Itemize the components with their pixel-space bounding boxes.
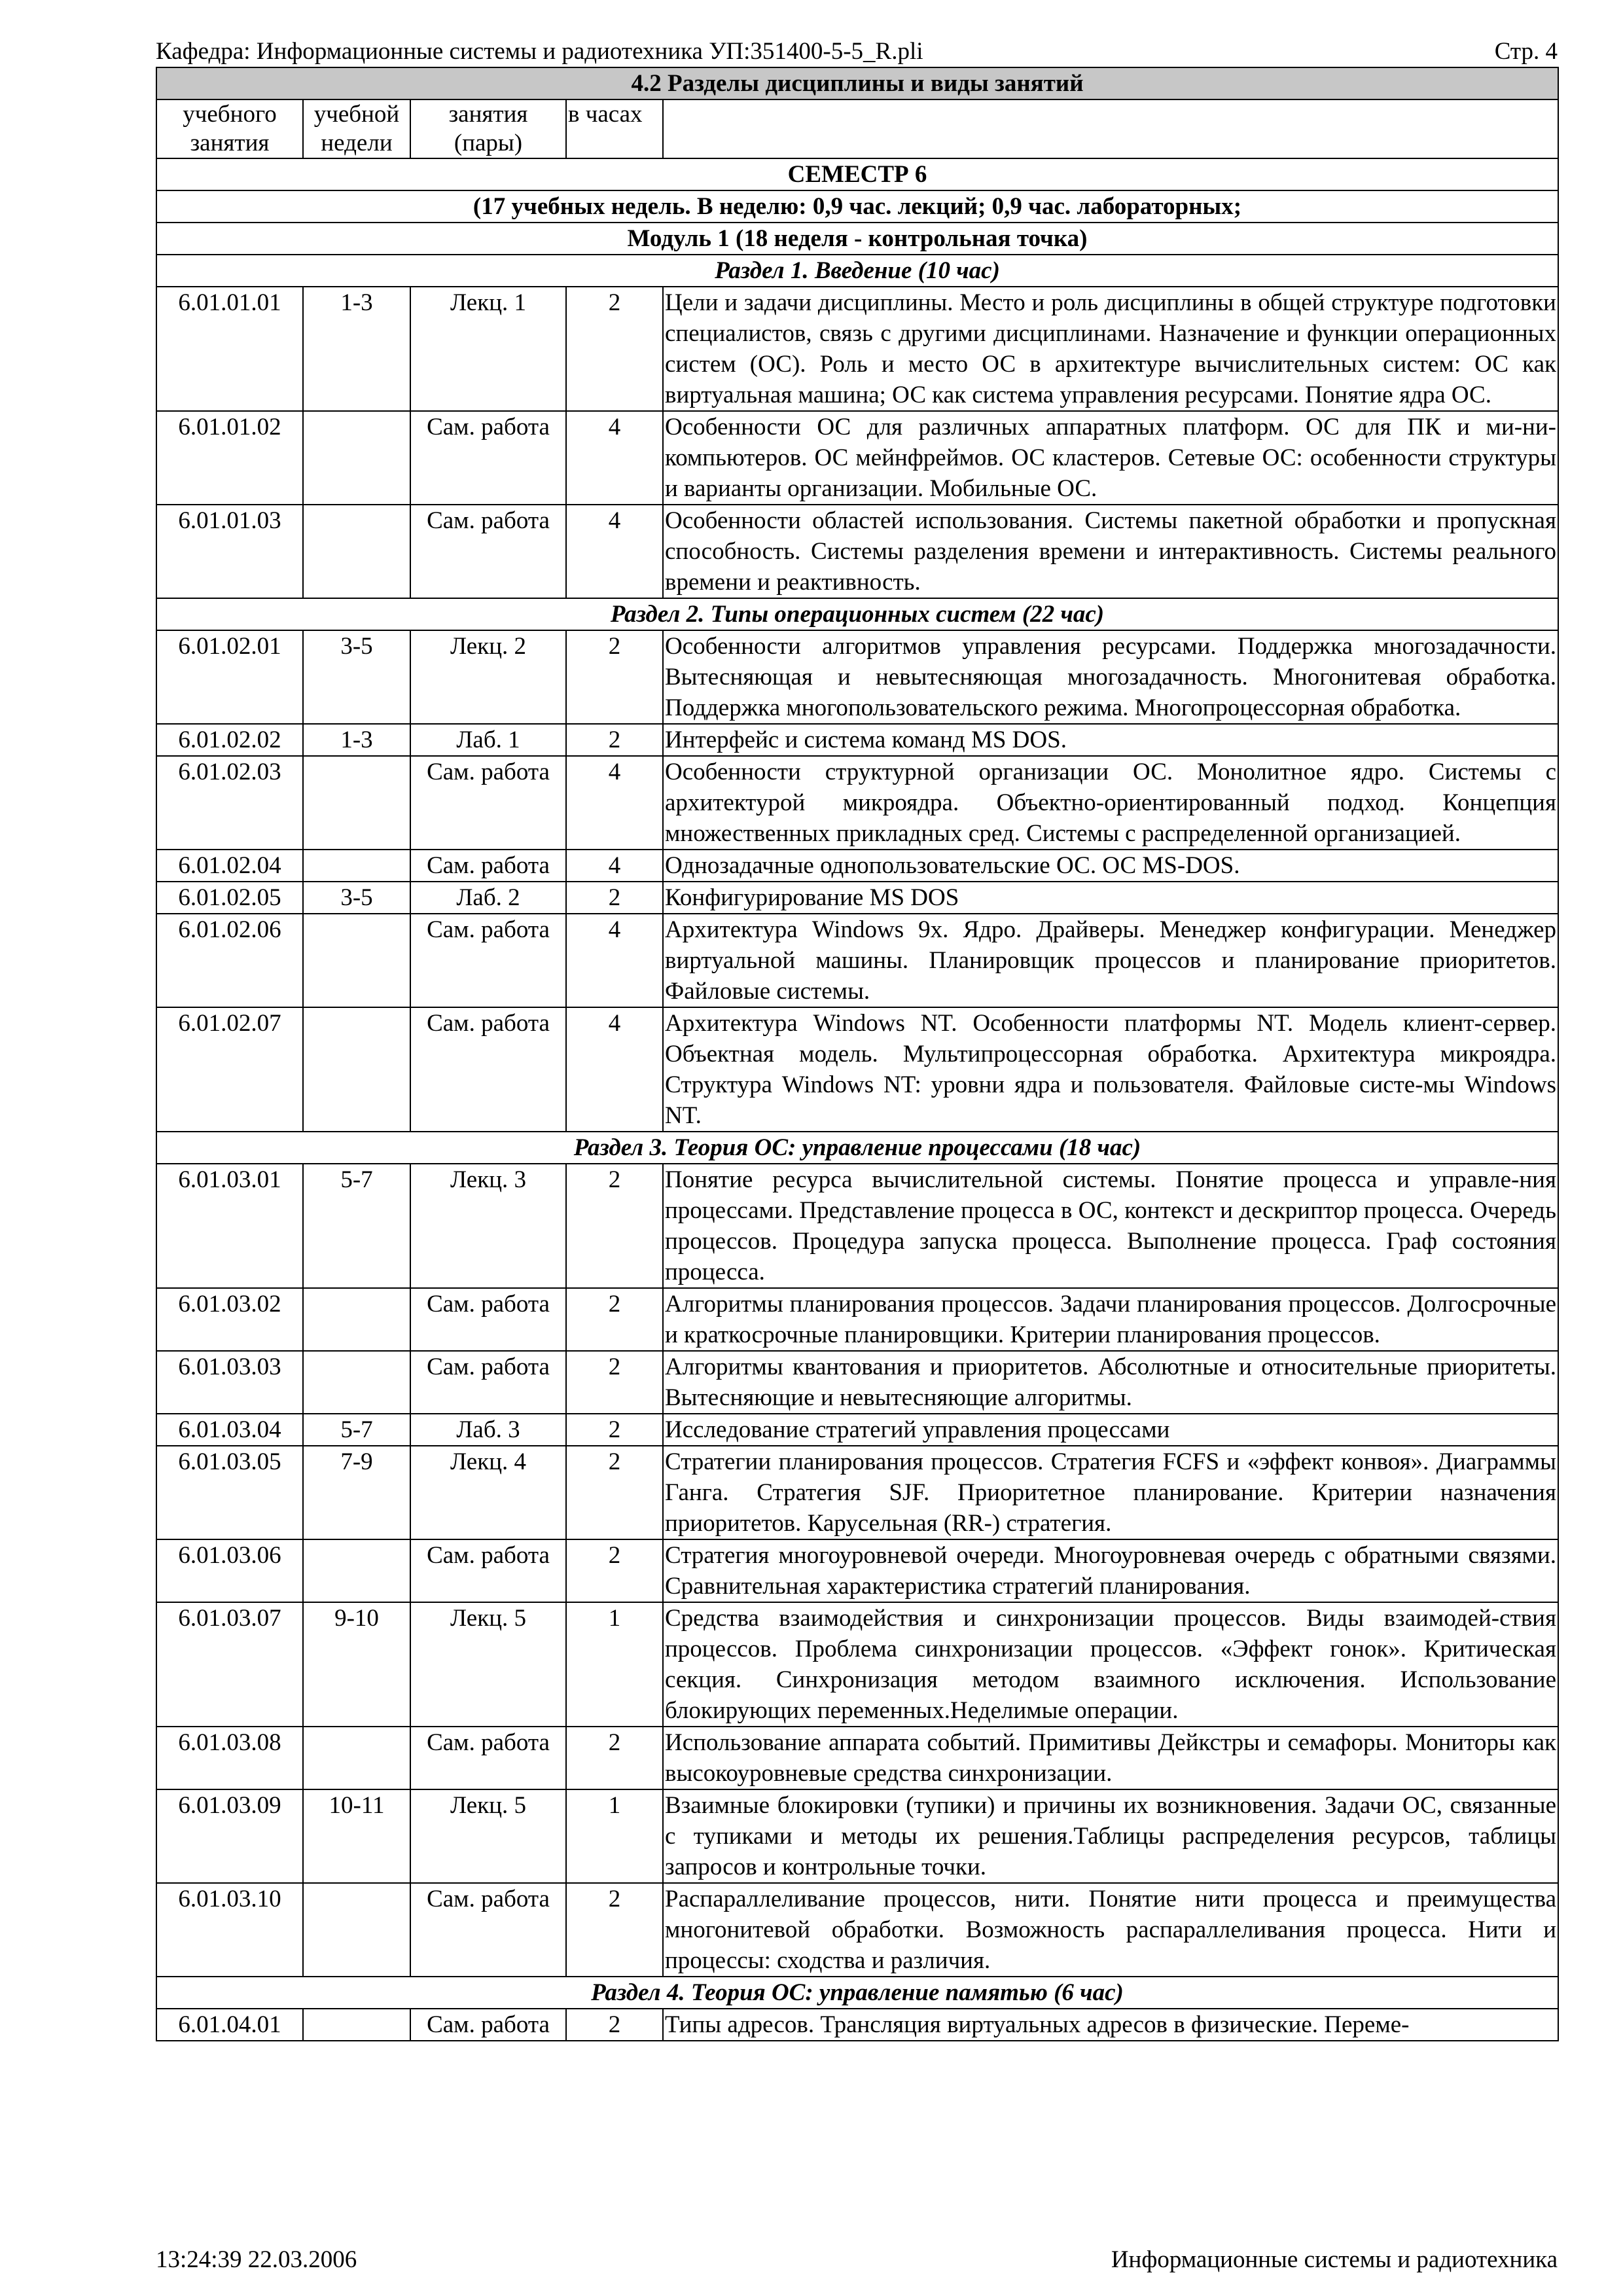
cell-kind: Сам. работа — [410, 411, 566, 505]
cell-code: 6.01.03.08 — [156, 1727, 303, 1789]
cell-code: 6.01.03.01 — [156, 1164, 303, 1288]
table-row — [156, 1789, 1558, 1883]
cell-week — [303, 756, 410, 850]
table-row — [156, 724, 1558, 756]
header-page-number: Стр. 4 — [1494, 38, 1558, 65]
cell-week: 5-7 — [303, 1164, 410, 1288]
cell-code: 6.01.02.06 — [156, 914, 303, 1007]
cell-code: 6.01.01.01 — [156, 287, 303, 411]
table-row — [156, 1351, 1558, 1414]
cell-hours: 1 — [566, 1789, 663, 1883]
cell-week: 5-7 — [303, 1414, 410, 1446]
cell-hours: 4 — [566, 1007, 663, 1132]
table-row — [156, 1414, 1558, 1446]
table-row — [156, 756, 1558, 850]
cell-desc: Однозадачные однопользовательские ОС. ОС MS-DOS. — [663, 850, 1558, 882]
cell-desc: Конфигурирование MS DOS — [663, 882, 1558, 914]
table-row — [156, 505, 1558, 598]
cell-code: 6.01.02.07 — [156, 1007, 303, 1132]
col-header-hours: в часах — [566, 99, 663, 158]
section-row — [156, 1977, 1558, 2009]
cell-week — [303, 1539, 410, 1602]
cell-hours: 2 — [566, 630, 663, 724]
cell-hours: 4 — [566, 756, 663, 850]
cell-week: 7-9 — [303, 1446, 410, 1539]
cell-desc: Взаимные блокировки (тупики) и причины их возникновения. Задачи ОС, связанные с тупиками и методы их решения.Таблицы распределения ресурсов, таблицы запросов и контрольные точки. — [663, 1789, 1558, 1883]
cell-desc: Использование аппарата событий. Примитивы Дейкстры и семафоры. Мониторы как высокоуровневые средства синхронизации. — [663, 1727, 1558, 1789]
table-row — [156, 914, 1558, 1007]
cell-kind: Лекц. 1 — [410, 287, 566, 411]
cell-kind: Лаб. 1 — [410, 724, 566, 756]
cell-hours: 2 — [566, 882, 663, 914]
cell-week — [303, 914, 410, 1007]
cell-kind: Сам. работа — [410, 914, 566, 1007]
cell-kind: Лекц. 2 — [410, 630, 566, 724]
cell-kind: Сам. работа — [410, 850, 566, 882]
section-title: Раздел 2. Типы операционных систем (22 час) — [156, 598, 1558, 630]
cell-week: 3-5 — [303, 630, 410, 724]
cell-kind: Лекц. 5 — [410, 1602, 566, 1727]
cell-kind: Сам. работа — [410, 1539, 566, 1602]
cell-week — [303, 850, 410, 882]
cell-desc: Особенности областей использования. Системы пакетной обработки и пропускная способность. Системы разделения времени и интерактивность. Системы реального времени и реактивность. — [663, 505, 1558, 598]
cell-code: 6.01.02.02 — [156, 724, 303, 756]
table-row — [156, 411, 1558, 505]
cell-code: 6.01.02.03 — [156, 756, 303, 850]
cell-hours: 2 — [566, 1351, 663, 1414]
cell-week — [303, 1727, 410, 1789]
table-title-row — [156, 67, 1558, 99]
table-row — [156, 1602, 1558, 1727]
header-department: Кафедра: Информационные системы и радиотехника УП:351400-5-5_R.pli — [156, 38, 923, 65]
cell-hours: 4 — [566, 850, 663, 882]
cell-hours: 4 — [566, 411, 663, 505]
col-header-week: учебной недели — [303, 99, 410, 158]
cell-hours: 2 — [566, 287, 663, 411]
cell-week: 1-3 — [303, 287, 410, 411]
table-row — [156, 1164, 1558, 1288]
section-row — [156, 598, 1558, 630]
cell-desc: Стратегия многоуровневой очереди. Многоуровневая очередь с обратными связями. Сравнительная характеристика стратегий планирования. — [663, 1539, 1558, 1602]
curriculum-table — [156, 67, 1559, 2041]
table-row — [156, 882, 1558, 914]
cell-hours: 2 — [566, 1883, 663, 1977]
cell-desc: Особенности алгоритмов управления ресурсами. Поддержка многозадачности. Вытесняющая и невытесняющая многозадачность. Многонитевая обработка. Поддержка многопользовательского режима. Многопроцессорная обработка. — [663, 630, 1558, 724]
section-row — [156, 1132, 1558, 1164]
cell-kind: Сам. работа — [410, 756, 566, 850]
cell-week: 3-5 — [303, 882, 410, 914]
cell-code: 6.01.02.04 — [156, 850, 303, 882]
footer-timestamp: 13:24:39 22.03.2006 — [156, 2246, 357, 2273]
cell-hours: 2 — [566, 1164, 663, 1288]
cell-hours: 2 — [566, 2009, 663, 2041]
cell-code: 6.01.02.05 — [156, 882, 303, 914]
cell-week — [303, 1007, 410, 1132]
col-header-content — [663, 99, 1558, 158]
cell-kind: Сам. работа — [410, 505, 566, 598]
cell-kind: Лаб. 2 — [410, 882, 566, 914]
semester-row — [156, 158, 1558, 190]
cell-week — [303, 1288, 410, 1351]
cell-code: 6.01.04.01 — [156, 2009, 303, 2041]
col-header-lesson: учебного занятия — [156, 99, 303, 158]
cell-desc: Архитектура Windows 9x. Ядро. Драйверы. Менеджер конфигурации. Менеджер виртуальной машины. Планировщик процессов и планирование приоритетов. Файловые системы. — [663, 914, 1558, 1007]
module-title: Модуль 1 (18 неделя - контрольная точка) — [156, 223, 1558, 255]
cell-hours: 2 — [566, 1446, 663, 1539]
module-row — [156, 223, 1558, 255]
cell-desc: Типы адресов. Трансляция виртуальных адресов в физические. Переме- — [663, 2009, 1558, 2041]
page-footer — [156, 2244, 1558, 2276]
semester-title: СЕМЕСТР 6 — [156, 158, 1558, 190]
cell-desc: Архитектура Windows NT. Особенности платформы NT. Модель клиент-сервер. Объектная модель. Мультипроцессорная обработка. Архитектура микроядра. Структура Windows NT: уровни ядра и пользователя. Файловые систе-мы Windows NT. — [663, 1007, 1558, 1132]
cell-code: 6.01.03.10 — [156, 1883, 303, 1977]
cell-kind: Лекц. 5 — [410, 1789, 566, 1883]
cell-hours: 2 — [566, 1288, 663, 1351]
cell-code: 6.01.03.06 — [156, 1539, 303, 1602]
cell-week — [303, 411, 410, 505]
table-row — [156, 1883, 1558, 1977]
cell-code: 6.01.02.01 — [156, 630, 303, 724]
table-row — [156, 630, 1558, 724]
cell-code: 6.01.01.02 — [156, 411, 303, 505]
column-header-row — [156, 99, 1558, 158]
cell-code: 6.01.03.02 — [156, 1288, 303, 1351]
table-row — [156, 1007, 1558, 1132]
cell-week: 9-10 — [303, 1602, 410, 1727]
table-row — [156, 1288, 1558, 1351]
cell-desc: Стратегии планирования процессов. Стратегия FCFS и «эффект конвоя». Диаграммы Ганга. Стратегия SJF. Приоритетное планирование. Критерии назначения приоритетов. Карусельная (RR-) стратегия. — [663, 1446, 1558, 1539]
table-row — [156, 1727, 1558, 1789]
cell-week — [303, 505, 410, 598]
cell-desc: Особенности ОС для различных аппаратных платформ. ОС для ПК и ми-ни-компьютеров. ОС мейнфреймов. ОС кластеров. Сетевые ОС: особенности структуры и варианты организации. Мобильные ОС. — [663, 411, 1558, 505]
cell-code: 6.01.03.07 — [156, 1602, 303, 1727]
table-row — [156, 1539, 1558, 1602]
cell-week — [303, 1351, 410, 1414]
section-title: Раздел 3. Теория ОС: управление процессами (18 час) — [156, 1132, 1558, 1164]
cell-code: 6.01.03.04 — [156, 1414, 303, 1446]
cell-desc: Понятие ресурса вычислительной системы. Понятие процесса и управле-ния процессами. Представление процесса в ОС, контекст и дескриптор процесса. Очередь процессов. Процедура запуска процесса. Выполнение процесса. Граф состояния процесса. — [663, 1164, 1558, 1288]
cell-hours: 2 — [566, 724, 663, 756]
cell-desc: Особенности структурной организации ОС. Монолитное ядро. Системы с архитектурой микроядра. Объектно-ориентированный подход. Концепция множественных прикладных сред. Системы с распределенной организацией. — [663, 756, 1558, 850]
cell-desc: Распараллеливание процессов, нити. Понятие нити процесса и преимущества многонитевой обработки. Возможность распараллеливания процесса. Нити и процессы: сходства и различия. — [663, 1883, 1558, 1977]
cell-code: 6.01.01.03 — [156, 505, 303, 598]
cell-desc: Цели и задачи дисциплины. Место и роль дисциплины в общей структуре подготовки специалистов, связь с другими дисциплинами. Назначение и функции операционных систем (ОС). Роль и место ОС в архитектуре вычислительных систем: ОС как виртуальная машина; ОС как система управления ресурсами. Понятие ядра ОС. — [663, 287, 1558, 411]
cell-kind: Сам. работа — [410, 1007, 566, 1132]
footer-department: Информационные системы и радиотехника — [1111, 2246, 1558, 2273]
section-title: Раздел 1. Введение (10 час) — [156, 255, 1558, 287]
table-row — [156, 850, 1558, 882]
cell-kind: Сам. работа — [410, 1883, 566, 1977]
table-row — [156, 2009, 1558, 2041]
cell-hours: 1 — [566, 1602, 663, 1727]
cell-hours: 2 — [566, 1414, 663, 1446]
cell-kind: Сам. работа — [410, 1727, 566, 1789]
col-header-class: занятия (пары) — [410, 99, 566, 158]
cell-kind: Сам. работа — [410, 2009, 566, 2041]
cell-kind: Лаб. 3 — [410, 1414, 566, 1446]
cell-hours: 4 — [566, 505, 663, 598]
cell-week — [303, 2009, 410, 2041]
cell-hours: 2 — [566, 1727, 663, 1789]
table-row — [156, 287, 1558, 411]
cell-code: 6.01.03.03 — [156, 1351, 303, 1414]
cell-desc: Интерфейс и система команд MS DOS. — [663, 724, 1558, 756]
cell-code: 6.01.03.09 — [156, 1789, 303, 1883]
cell-week — [303, 1883, 410, 1977]
section-title: Раздел 4. Теория ОС: управление памятью (6 час) — [156, 1977, 1558, 2009]
cell-week: 1-3 — [303, 724, 410, 756]
table-row — [156, 1446, 1558, 1539]
cell-desc: Исследование стратегий управления процессами — [663, 1414, 1558, 1446]
cell-desc: Средства взаимодействия и синхронизации процессов. Виды взаимодей-ствия процессов. Проблема синхронизации процессов. «Эффект гонок». Критическая секция. Синхронизация методом взаимного исключения. Использование блокирующих переменных.Неделимые операции. — [663, 1602, 1558, 1727]
table-title: 4.2 Разделы дисциплины и виды занятий — [156, 67, 1558, 99]
cell-kind: Сам. работа — [410, 1288, 566, 1351]
semester-note-row — [156, 190, 1558, 223]
semester-note: (17 учебных недель. В неделю: 0,9 час. лекций; 0,9 час. лабораторных; — [156, 190, 1558, 223]
cell-kind: Лекц. 3 — [410, 1164, 566, 1288]
cell-week: 10-11 — [303, 1789, 410, 1883]
cell-kind: Лекц. 4 — [410, 1446, 566, 1539]
cell-desc: Алгоритмы планирования процессов. Задачи планирования процессов. Долгосрочные и краткосрочные планировщики. Критерии планирования процессов. — [663, 1288, 1558, 1351]
cell-kind: Сам. работа — [410, 1351, 566, 1414]
cell-desc: Алгоритмы квантования и приоритетов. Абсолютные и относительные приоритеты. Вытесняющие и невытесняющие алгоритмы. — [663, 1351, 1558, 1414]
cell-code: 6.01.03.05 — [156, 1446, 303, 1539]
section-row — [156, 255, 1558, 287]
page-header — [156, 35, 1558, 68]
cell-hours: 4 — [566, 914, 663, 1007]
cell-hours: 2 — [566, 1539, 663, 1602]
